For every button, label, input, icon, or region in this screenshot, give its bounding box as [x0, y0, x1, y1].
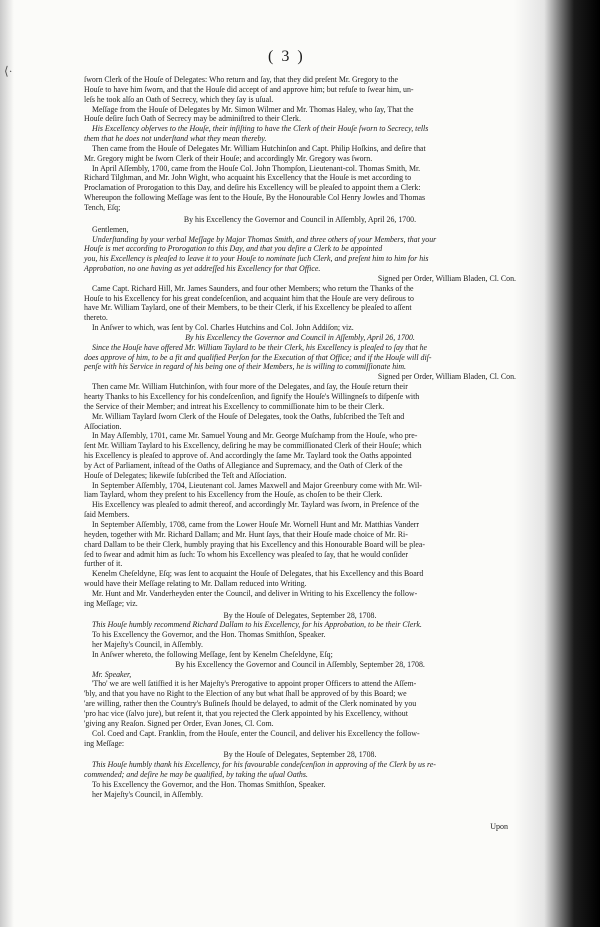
text-line: In May Aſſembly, 1701, came Mr. Samuel Young and Mr. George Muſchamp from the Houſe, who pre-	[92, 431, 418, 441]
text-line: Mr. Speaker,	[92, 669, 132, 679]
text-line: Came Capt. Richard Hill, Mr. James Saunders, and four other Members; who return the Thanks of the	[92, 283, 414, 293]
text-line: leſs he took alſo an Oath of Secrecy, which they ſay is uſual.	[84, 94, 274, 104]
body-text	[84, 75, 516, 800]
text-line: chard Dallam to be their Clerk, humbly praying that his Excellency and this Honourable Board will be plea-	[84, 539, 425, 549]
text-line: Houſe deſire ſuch Oath of Secrecy may be adminiſtred to their Clerk.	[84, 114, 301, 124]
text-line: In Anſwer whereto, the following Meſſage, ſent by Kenelm Cheſeldyne, Eſq;	[92, 649, 333, 659]
text-line: hearty Thanks to his Excellency for his condeſcenſion, and ſignify the Houſe's Willingneſs to diſpenſe with	[84, 392, 420, 401]
text-line: 'are willing, rather then the Country's Buſineſs ſhould be delayed, to admit of the Clerk nominated by you	[84, 699, 417, 709]
text-line: does approve of him, to be a fit and qualified Perſon for the Execution of that Office; and if the Houſe will diſ-	[84, 352, 432, 362]
text-line: liam Taylard, whom they preſent to his Excellency from the Houſe, as choſen to be their Clerk.	[84, 490, 383, 500]
text-line: Houſe to have him ſworn, and that the Houſe did accept of and approve him; but refuſe to ſwear him, un-	[84, 84, 414, 94]
text-line: To his Excellency the Governor, and the Hon. Thomas Smithſon, Speaker.	[92, 779, 326, 789]
text-line: would have their Meſſage relating to Mr. Dallam reduced into Writing.	[84, 579, 307, 589]
text-line: By his Excellency the Governor and Council in Aſſembly, April 26, 1700.	[183, 214, 417, 224]
text-line: Houſe of Delegates; likewiſe ſubſcribed the Teſt and Aſſociation.	[84, 470, 287, 480]
text-line: Then came Mr. William Hutchinſon, with four more of the Delegates, and ſay, the Houſe return their	[92, 382, 408, 392]
text-line: By the Houſe of Delegates, September 28, 1708.	[223, 750, 377, 760]
text-line: His Excellency was pleaſed to admit thereof, and accordingly Mr. Taylard was ſworn, in Preſence of the	[92, 500, 419, 510]
text-line: further of it.	[84, 559, 123, 569]
page-shadow-left	[0, 0, 14, 927]
text-line: Meſſage from the Houſe of Delegates by Mr. Simon Wilmer and Mr. Thomas Haley, who ſay, That the	[92, 104, 414, 114]
text-line: In Anſwer to which, was ſent by Col. Charles Hutchins and Col. John Addiſon; viz.	[92, 323, 354, 333]
text-line: have Mr. William Taylard, one of their Members, to be their Clerk, if his Excellency be pleaſed to aſſent	[84, 303, 412, 313]
text-line: By his Excellency the Governor and Council in Aſſembly, September 28, 1708.	[175, 659, 425, 669]
text-line: ing Meſſage; viz.	[84, 598, 138, 608]
text-line: This Houſe humbly recommend Richard Dallam to his Excellency, for his Approbation, to be their Clerk.	[92, 620, 422, 630]
margin-mark: ⟨·	[4, 64, 13, 78]
text-line: 'giving any Reaſon. Signed per Order, Evan Jones, Cl. Com.	[84, 718, 274, 728]
text-line: By the Houſe of Delegates, September 28, 1708.	[223, 610, 377, 620]
text-line: This Houſe humbly thank his Excellency, for his favourable condeſcenſion in approving of the Clerk by us re-	[92, 760, 436, 770]
page-number: ( 3 )	[268, 48, 305, 65]
text-line: Mr. William Taylard ſworn Clerk of the Houſe of Delegates, took the Oaths, ſubſcribed the Teſt and	[92, 411, 405, 421]
text-line: In September Aſſembly, 1708, came from the Lower Houſe Mr. Wornell Hunt and Mr. Matthias Vanderr	[92, 519, 420, 529]
text-line: ſworn Clerk of the Houſe of Delegates: Who return and ſay, that they did preſent Mr. Gregory to the	[84, 75, 399, 84]
text-line: Gentlemen,	[92, 224, 129, 234]
text-line: Mr. Gregory might be ſworn Clerk of their Houſe; and accordingly Mr. Gregory was ſworn.	[84, 153, 373, 163]
text-line: by Act of Parliament, inſtead of the Oaths of Allegiance and Supremacy, and the Oath of Clerk of the	[84, 460, 403, 470]
text-line: Aſſociation.	[84, 421, 122, 431]
text-line: heyden, together with Mr. Richard Dallam; and Mr. Hunt ſays, that their Houſe made choice of Mr. Ri-	[84, 529, 408, 539]
text-line: ing Meſſage:	[84, 738, 125, 748]
text-line: them that he does not underſtand what they mean thereby.	[84, 134, 267, 144]
text-line: you, his Excellency is pleaſed to leave it to your Houſe to nominate ſuch Clerk, and preſent him to him for his	[84, 254, 429, 264]
text-line: Tench, Eſq;	[84, 202, 121, 212]
text-line: Proclamation of Prorogation to this Day, and deſire his Excellency will be pleaſed to appoint them a Clerk:	[84, 183, 421, 193]
text-line: Houſe is met according to Prorogation to this Day, and that you deſire a Clerk to be appointed	[84, 244, 383, 254]
text-line: Then came from the Houſe of Delegates Mr. William Hutchinſon and Capt. Philip Hoſkins, and deſire that	[92, 143, 426, 153]
text-line: commended; and deſire he may be qualified, by taking the uſual Oaths.	[84, 770, 308, 780]
text-line: penſe with his Service in regard of his being one of their Members, he is willing to commiſſionate him.	[84, 362, 407, 372]
text-line: Signed per Order, William Bladen, Cl. Con.	[377, 273, 516, 283]
text-line: In September Aſſembly, 1704, Lieutenant col. James Maxwell and Major Greenbury come with Mr. Wil-	[92, 480, 422, 490]
text-line: Mr. Hunt and Mr. Vanderheyden enter the Council, and deliver in Writing to his Excellency the follow-	[92, 588, 418, 598]
text-line: Houſe to his Excellency for his great condeſcenſion, and acquaint him that the Houſe are very deſirous to	[84, 293, 414, 303]
text-line: Kenelm Cheſeldyne, Eſq; was ſent to acquaint the Houſe of Delegates, that his Excellency and this Board	[92, 569, 424, 579]
text-line: Richard Tilghman, and Mr. John Wight, who acquaint his Excellency that the Houſe is met according to	[84, 173, 412, 183]
text-line: 'Tho' we are well ſatiſfied it is her Majeſty's Prerogative to appoint proper Officers to attend the Aſſem-	[92, 679, 417, 689]
text-line: ſent Mr. William Taylard to his Excellency, deſiring he may be commiſſionated Clerk of their Houſe; which	[84, 441, 422, 451]
text-line: 'pro hac vice (ſalvo jure), but reſent it, that you rejected the Clerk appointed by his Excellency, without	[84, 709, 408, 718]
text-line: Approbation, no one having as yet addreſſed his Excellency for that Office.	[84, 264, 321, 274]
text-line: In April Aſſembly, 1700, came from the Houſe Col. John Thompſon, Lieutenant-col. Thomas Smith, Mr.	[92, 163, 421, 173]
text-line: his Excellency is pleaſed to approve of. And accordingly the ſame Mr. Taylard took the Oaths appointed	[84, 451, 412, 461]
text-line: To his Excellency the Governor, and the Hon. Thomas Smithſon, Speaker.	[92, 630, 326, 640]
text-line: By his Excellency the Governor and Council in Aſſembly, April 26, 1700.	[185, 332, 415, 342]
text-line: ſaid Members.	[84, 510, 130, 520]
text-line: Signed per Order, William Bladen, Cl. Con.	[377, 372, 516, 382]
text-line: His Excellency obſerves to the Houſe, their inſiſting to have the Clerk of their Houſe ſworn to Secrecy, tells	[92, 124, 429, 134]
text-line: ſed to ſwear and admit him as ſuch: To whom his Excellency was pleaſed to ſay, that he would conſider	[84, 549, 408, 559]
text-line: Col. Coed and Capt. Franklin, from the Houſe, enter the Council, and deliver his Excellency the follow-	[92, 728, 420, 738]
text-line: 'bly, and that you have no Right to the Election of any but what ſhall be approved of by this Board; we	[84, 689, 407, 699]
text-line: the Service of their Member; and intreat his Excellency to commiſſionate him to be their Clerk.	[84, 401, 385, 411]
catchword: Upon	[490, 822, 508, 831]
text-line: her Majeſty's Council, in Aſſembly.	[92, 640, 203, 650]
text-line: Whereupon the following Meſſage was ſent to the Houſe, By the Honourable Col Henry Jowles and Thomas	[84, 193, 426, 203]
text-line: thereto.	[84, 313, 108, 323]
text-line: her Majeſty's Council, in Aſſembly.	[92, 789, 203, 799]
page-shadow-right	[514, 0, 600, 927]
text-line: Underſtanding by your verbal Meſſage by Major Thomas Smith, and three others of your Members, that your	[92, 234, 437, 244]
text-line: Since the Houſe have offered Mr. William Taylard to be their Clerk, his Excellency is pleaſed to ſay that he	[92, 342, 428, 352]
